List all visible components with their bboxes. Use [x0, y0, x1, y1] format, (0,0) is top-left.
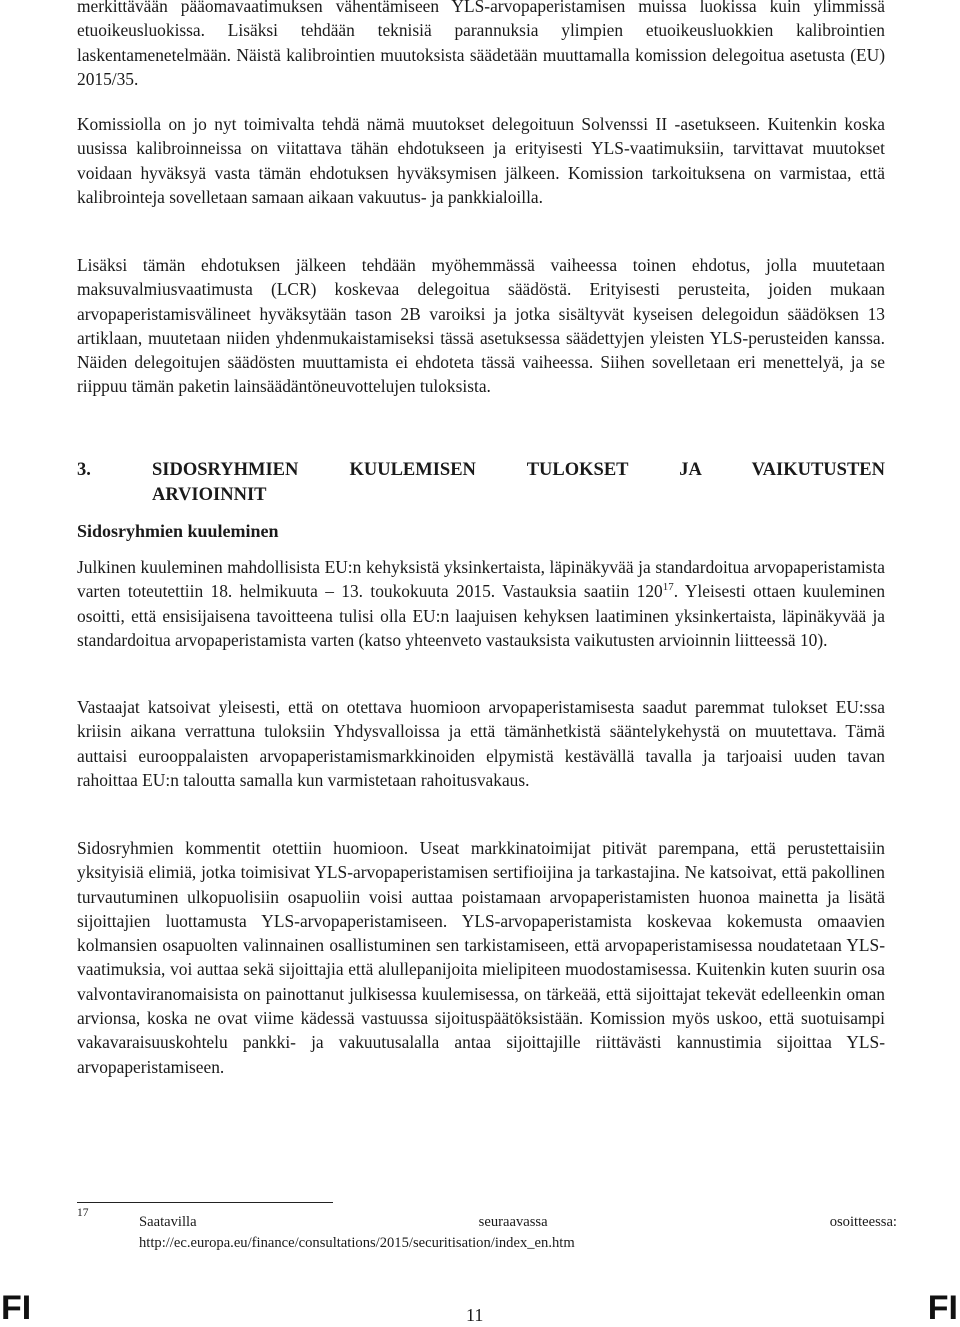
paragraph-stakeholder-comments: Sidosryhmien kommentit otettiin huomioon. Useat markkinatoimijat pitivät parempana, että perustettaisiin yksityisiä elimiä, jotka toimisivat YLS-arvopaperistamisen sertifioijina ja tarkastajina. Ne katsoivat, että pakollinen turvautuminen ulkopuolisiin osapuoliin voisi auttaa poistamaan arvopaperistamisten huonoa mainetta ja lisätä sijoittajien luottamusta YLS-arvopaperistamiseen. YLS-arvopaperistamista koskevaa kokemusta omaavien kolmansien osapuolten valinnainen osallistuminen sen tarkistamiseen, että arvopaperistamisessa noudatetaan YLS-vaatimuksia, voi auttaa sekä sijoittajia että alullepanijoita mielipiteen muodostamisessa. Kuitenkin kuten suurin osa valvontaviranomaisista on painottanut julkisessa kuulemisessa, on tärkeää, että sijoittajat tekevät edelleenkin oman arvionsa, koska ne ovat viime kädessä vastuussa sijoituspäätöksistään. Komission myös uskoo, että suotuisampi vakavaraisuuskohtelu pankki- ja vakuutusalalla antaa sijoittajille riittävästi kannustimia sijoittaa YLS-arvopaperistamiseen.: [77, 838, 885, 1077]
section-title-line1: SIDOSRYHMIEN KUULEMISEN TULOKSET JA VAIKUTUSTEN: [152, 460, 885, 480]
footnote-reference[interactable]: 17: [662, 581, 674, 594]
paragraph-lcr: Lisäksi tämän ehdotuksen jälkeen tehdään myöhemmässä vaiheessa toinen ehdotus, jolla muutetaan maksuvalmiusvaatimusta (LCR) koskevaa delegoitua säädöstä. Erityisesti perusteita, joiden mukaan arvopaperistamisvälineet hyväksytään tason 2B varoiksi ja jotka sisältyvät kyseisen delegoidun säädöksen 13 artiklaan, muutetaan niiden yhdenmukaistamiseksi tässä asetuksessa säädettyjen yleisten YLS-perusteiden kanssa. Näiden delegoitujen säädösten muuttamista ei ehdoteta tässä vaiheessa. Siihen sovelletaan eri menettelyä, ja se riippuu tämän paketin lainsäädäntöneuvottelujen tuloksista.: [77, 255, 885, 397]
footnote-word-3: osoitteessa:: [829, 1214, 897, 1230]
footnote-divider: [77, 1202, 333, 1203]
footnote-word-1: Saatavilla: [139, 1214, 197, 1230]
footnote-word-2: seuraavassa: [478, 1214, 548, 1230]
subsection-heading: Sidosryhmien kuuleminen: [77, 521, 279, 541]
paragraph-calibration: merkittävään pääomavaatimuksen vähentämiseen YLS-arvopaperistamisen muissa luokissa kuin ylimmissä etuoikeusluokissa. Lisäksi tehdään teknisiä parannuksia ylimpien etuoikeusluokkien kalibrointien laskentamenetelmään. Näistä kalibrointien muutoksista säädetään muuttamalla komission delegoitua asetusta (EU) 2015/35.: [77, 0, 885, 89]
footnote-text: [139, 1212, 897, 1254]
consultation-text-start: Julkinen kuuleminen mahdollisista EU:n kehyksistä yksinkertaista, läpinäkyvää ja standardoitua arvopaperistamista varten toteutettiin 18. helmikuuta – 13. toukokuuta 2015. Vastauksia saatiin 120: [77, 557, 885, 602]
page-number: 11: [466, 1305, 484, 1325]
paragraph-solvency: Komissiolla on jo nyt toimivalta tehdä nämä muutokset delegoituun Solvenssi II -asetukseen. Kuitenkin koska uusissa kalibroinneissa on viitattava tähän ehdotukseen ja erityisesti YLS-vaatimuksiin, tarvittavat muutokset voidaan hyväksyä vasta tämän ehdotuksen hyväksymisen jälkeen. Komission tarkoituksena on varmistaa, että kalibrointeja sovelletaan samaan aikaan vakuutus- ja pankkialoilla.: [77, 114, 885, 207]
section-heading: [77, 458, 885, 508]
footer-language-right: FI: [927, 1289, 958, 1327]
footer-language-left: FI: [1, 1289, 32, 1327]
section-number: 3.: [77, 460, 91, 480]
section-title-line2: ARVIOINNIT: [152, 485, 267, 505]
paragraph-consultation: [77, 555, 885, 652]
paragraph-respondents: Vastaajat katsoivat yleisesti, että on otettava huomioon arvopaperistamisesta saadut paremmat tulokset EU:ssa kriisin aikana verrattuna tuloksiin Yhdysvalloissa ja että tämänhetkistä sääntelykehystä on muutettava. Tämä auttaisi eurooppalaisten arvopaperistamismarkkinoiden elpymistä kestävällä tavalla ja tarjoaisi uuden tavan rahoittaa EU:n taloutta samalla kun varmistetaan rahoitusvakaus.: [77, 697, 885, 790]
footnote-url-link[interactable]: http://ec.europa.eu/finance/consultations/2015/securitisation/index_en.htm: [139, 1235, 575, 1251]
consultation-text-end: . Yleisesti ottaen kuuleminen osoitti, että ensisijaisena tavoitteena tulisi olla EU:n laajuisen kehyksen laatiminen yksinkertaista, läpinäkyvää ja standardoitua arvopaperistamista varten (katso yhteenveto vastauksista vaikutusten arvioinnin liitteessä 10).: [77, 581, 886, 650]
footnote-number: 17: [77, 1207, 89, 1219]
